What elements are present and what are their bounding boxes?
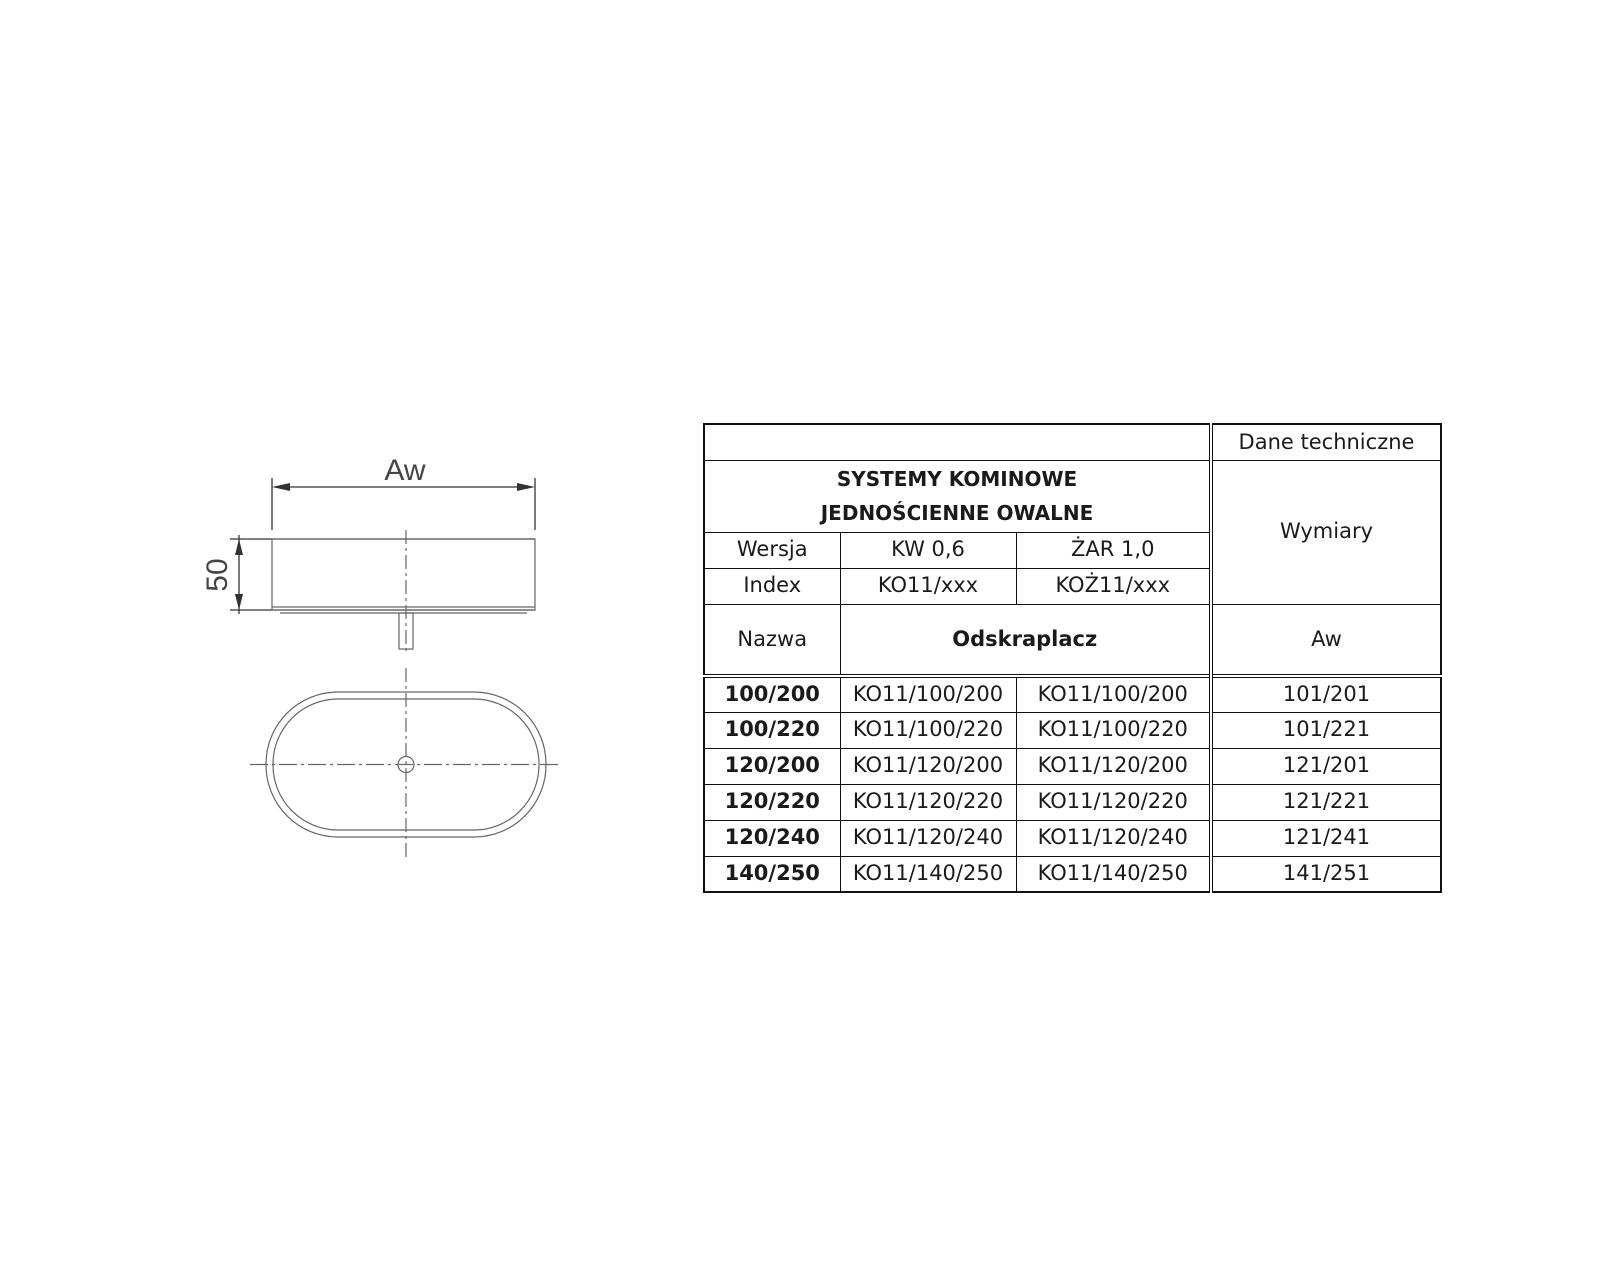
table-row: [704, 784, 1441, 820]
row-zar-index: KO11/120/220: [1016, 784, 1211, 820]
title-line-2: JEDNOŚCIENNE OWALNE: [820, 501, 1094, 525]
row-zar-index: KO11/120/240: [1016, 820, 1211, 856]
table-row: [704, 856, 1441, 892]
row-zar-index: KO11/100/200: [1016, 676, 1211, 712]
height-dimension: [230, 535, 535, 614]
table-row: [704, 748, 1441, 784]
dimensions-header: Wymiary: [1211, 460, 1441, 604]
row-kw-index: KO11/100/200: [840, 676, 1016, 712]
row-zar-index: KO11/140/250: [1016, 856, 1211, 892]
row-name: 100/200: [704, 676, 840, 712]
side-view: [272, 530, 535, 655]
name-label: Nazwa: [704, 604, 840, 676]
version-label: Wersja: [704, 532, 840, 568]
row-aw: 121/201: [1211, 748, 1441, 784]
row-name: 140/250: [704, 856, 840, 892]
header-blank-cell: [704, 424, 1211, 460]
row-aw: 121/241: [1211, 820, 1441, 856]
row-zar-index: KO11/100/220: [1016, 712, 1211, 748]
width-label: Aw: [384, 454, 426, 487]
technical-drawing: [190, 440, 580, 880]
version-zar: ŻAR 1,0: [1016, 532, 1211, 568]
row-zar-index: KO11/120/200: [1016, 748, 1211, 784]
table-row: [704, 820, 1441, 856]
version-kw: KW 0,6: [840, 532, 1016, 568]
table-row: [704, 676, 1441, 712]
row-name: 120/240: [704, 820, 840, 856]
spec-table: [703, 423, 1442, 893]
index-kw: KO11/xxx: [840, 568, 1016, 604]
index-label: Index: [704, 568, 840, 604]
row-kw-index: KO11/100/220: [840, 712, 1016, 748]
system-title: [704, 460, 1211, 532]
top-view-oval: [250, 668, 562, 860]
tech-data-header: Dane techniczne: [1211, 424, 1441, 460]
row-aw: 101/221: [1211, 712, 1441, 748]
table-row: [704, 712, 1441, 748]
row-aw: 101/201: [1211, 676, 1441, 712]
row-aw: 121/221: [1211, 784, 1441, 820]
row-aw: 141/251: [1211, 856, 1441, 892]
row-kw-index: KO11/120/220: [840, 784, 1016, 820]
row-name: 120/220: [704, 784, 840, 820]
title-line-1: SYSTEMY KOMINOWE: [836, 467, 1078, 491]
height-label: 50: [201, 558, 234, 592]
product-name: Odskraplacz: [840, 604, 1211, 676]
row-name: 120/200: [704, 748, 840, 784]
row-kw-index: KO11/120/240: [840, 820, 1016, 856]
dimension-column-header: Aw: [1211, 604, 1441, 676]
row-name: 100/220: [704, 712, 840, 748]
row-kw-index: KO11/120/200: [840, 748, 1016, 784]
index-zar: KOŻ11/xxx: [1016, 568, 1211, 604]
row-kw-index: KO11/140/250: [840, 856, 1016, 892]
